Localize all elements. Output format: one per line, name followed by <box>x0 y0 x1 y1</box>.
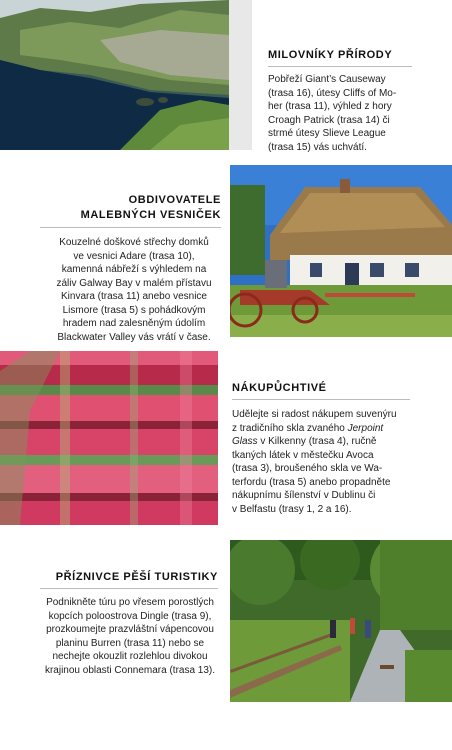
text-line: Podnikněte túru po vřesem porostlých <box>46 597 214 608</box>
text-line: prozkoumejte prazvláštní vápencovou <box>46 624 214 635</box>
divider <box>40 588 218 589</box>
text-line: (trasa 15) vás uchvátí. <box>268 141 367 153</box>
text-line: Croagh Patrick (trasa 14) či <box>268 114 390 126</box>
text-line: tkaných látek v městečku Avoca <box>232 449 374 461</box>
text-line: Pobřeží Giant’s Causeway <box>268 74 386 85</box>
photo-thatched-cottage <box>230 165 452 337</box>
italic-term: Jerpoint <box>347 422 384 434</box>
text-line: kamenná nábřeží s výhledem na <box>61 264 207 275</box>
heading-line: OBDIVOVATELE <box>128 194 221 206</box>
text-line: strmé útesy Slieve League <box>268 128 386 139</box>
text-line: her (trasa 11), výhled z hory <box>268 101 392 112</box>
divider <box>232 399 410 400</box>
heading-shoppers: NÁKUPŮCHTIVÉ <box>232 382 327 394</box>
text-line: ve vesnici Adare (trasa 10), <box>73 250 195 262</box>
text-line: (trasa 3), broušeného skla ve Wa- <box>232 463 383 474</box>
heading-nature-lovers: MILOVNÍKY PŘÍRODY <box>268 49 393 61</box>
text-line: Udělejte si radost nákupem suvenýru <box>232 409 397 420</box>
text-line: v Belfastu (trasy 1, 2 a 16). <box>232 503 352 515</box>
text-line <box>232 422 447 436</box>
text-fragment: v Kilkenny (trasa 4), ručně <box>257 436 377 447</box>
grey-margin-bar <box>229 0 252 150</box>
text-line: (trasa 16), útesy Cliffs of Mo- <box>268 87 397 99</box>
text-line: hradem nad zalesněným údolím <box>62 318 206 329</box>
text-line: planinu Burren (trasa 11) nebo se <box>55 637 205 649</box>
text-line: záliv Galway Bay v malém přístavu <box>56 277 212 289</box>
text-line: krajinou oblasti Connemara (trasa 13). <box>44 664 216 676</box>
text-line: Kouzelné doškové střechy domků <box>59 237 209 248</box>
divider <box>40 227 221 228</box>
italic-term: Glass <box>232 436 258 447</box>
text-hiking-fans <box>36 596 224 677</box>
divider <box>268 66 412 67</box>
photo-woven-fabrics <box>0 351 218 525</box>
text-fragment: z tradičního skla zvaného <box>232 422 348 434</box>
text-line: Blackwater Valley vás vrátí v čase. <box>57 331 211 343</box>
heading-hiking-fans: PŘÍZNIVCE PĚŠÍ TURISTIKY <box>55 571 218 583</box>
heading-village-admirers <box>40 193 221 223</box>
photo-forest-path <box>230 540 452 702</box>
text-line: nákupnímu šílenství v Dublinu či <box>232 490 376 501</box>
text-line: terfordu (trasa 5) anebo propadněte <box>232 476 391 488</box>
heading-line: MALEBNÝCH VESNIČEK <box>80 209 221 221</box>
text-line: Kinvara (trasa 11) anebo vesnice <box>60 291 207 302</box>
text-nature-lovers <box>268 73 438 154</box>
text-line: kopcích poloostrova Dingle (trasa 9), <box>48 610 212 622</box>
text-line: Lismore (trasa 5) s pohádkovým <box>62 304 206 316</box>
photo-sea-cliffs <box>0 0 229 150</box>
text-village-admirers <box>44 236 224 344</box>
text-line <box>232 435 447 449</box>
text-shoppers <box>232 408 447 516</box>
text-line: nechejte okouzlit rozlehlou divokou <box>52 651 208 662</box>
